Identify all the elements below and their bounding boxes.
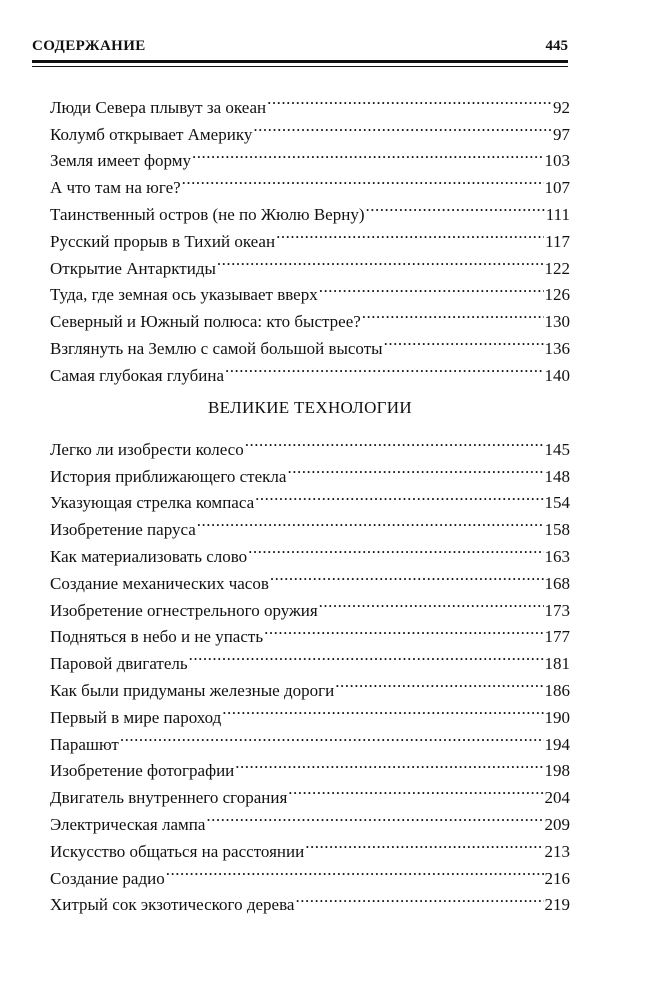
dot-leader bbox=[197, 508, 544, 535]
toc-entry-page: 148 bbox=[544, 466, 570, 486]
dot-leader bbox=[365, 193, 544, 220]
dot-leader bbox=[264, 616, 543, 643]
toc-entry-title: Создание радио bbox=[50, 868, 165, 888]
dot-leader bbox=[166, 857, 544, 884]
toc-entry-title: А что там на юге? bbox=[50, 178, 181, 198]
toc-entry-title: Самая глубокая глубина bbox=[50, 365, 225, 385]
toc-entry-title: Русский прорыв в Тихий океан bbox=[50, 231, 276, 251]
toc-entry bbox=[50, 428, 570, 459]
header-rule-thick bbox=[32, 60, 568, 63]
toc-entry-page: 181 bbox=[544, 654, 570, 674]
toc-entry-page: 158 bbox=[544, 520, 570, 540]
toc-section-2 bbox=[50, 428, 570, 915]
toc-entry-title: Как были придуманы железные дороги bbox=[50, 680, 335, 700]
toc-entry-page: 219 bbox=[544, 895, 570, 915]
toc-entry-title: Туда, где земная ось указывает вверх bbox=[50, 285, 318, 305]
toc-entry-page: 103 bbox=[544, 151, 570, 171]
toc-section-1 bbox=[50, 86, 570, 385]
toc-entry-title: Легко ли изобрести колесо bbox=[50, 439, 244, 459]
toc-entry-title: Изобретение паруса bbox=[50, 520, 196, 540]
dot-leader bbox=[255, 482, 543, 509]
toc-entry-title: Двигатель внутреннего сгорания bbox=[50, 788, 288, 808]
toc-entry-title: Искусство общаться на расстоянии bbox=[50, 841, 305, 861]
toc-entry-title: Как материализовать слово bbox=[50, 546, 248, 566]
dot-leader bbox=[384, 327, 544, 354]
dot-leader bbox=[287, 455, 543, 482]
toc-entry-page: 168 bbox=[544, 573, 570, 593]
toc-entry-page: 136 bbox=[544, 338, 570, 358]
toc-entry-page: 177 bbox=[544, 627, 570, 647]
toc-entry-title: Колумб открывает Америку bbox=[50, 124, 253, 144]
dot-leader bbox=[120, 723, 544, 750]
dot-leader bbox=[189, 642, 544, 669]
page-number: 445 bbox=[545, 38, 568, 54]
toc-entry-title: Изобретение огнестрельного оружия bbox=[50, 600, 318, 620]
dot-leader bbox=[335, 669, 543, 696]
dot-leader bbox=[267, 86, 552, 113]
toc-entry-title: Земля имеет форму bbox=[50, 151, 192, 171]
toc-entry-page: 186 bbox=[544, 680, 570, 700]
dot-leader bbox=[319, 274, 544, 301]
toc-entry-page: 111 bbox=[545, 204, 570, 224]
toc-entry-page: 194 bbox=[544, 734, 570, 754]
toc-entry-title: Взглянуть на Землю с самой большой высоты bbox=[50, 338, 383, 358]
dot-leader bbox=[248, 535, 543, 562]
toc-entry-title: История приближающего стекла bbox=[50, 466, 287, 486]
toc-entry-title: Парашют bbox=[50, 734, 119, 754]
dot-leader bbox=[192, 140, 543, 167]
dot-leader bbox=[305, 830, 543, 857]
toc-entry-page: 209 bbox=[544, 814, 570, 834]
toc-entry-page: 145 bbox=[544, 439, 570, 459]
dot-leader bbox=[206, 803, 543, 830]
dot-leader bbox=[235, 750, 543, 777]
toc-entry-page: 198 bbox=[544, 761, 570, 781]
toc-entry-title: Создание механических часов bbox=[50, 573, 269, 593]
toc-entry-title: Таинственный остров (не по Жюлю Верну) bbox=[50, 204, 365, 224]
running-head bbox=[32, 38, 568, 62]
toc-entry-title: Первый в мире пароход bbox=[50, 707, 222, 727]
toc-entry-page: 140 bbox=[544, 365, 570, 385]
toc-entry-title: Электрическая лампа bbox=[50, 814, 206, 834]
toc-entry-title: Хитрый сок экзотического дерева bbox=[50, 895, 295, 915]
toc-entry-page: 130 bbox=[544, 312, 570, 332]
running-title: СОДЕРЖАНИЕ bbox=[32, 38, 146, 54]
dot-leader bbox=[288, 776, 543, 803]
dot-leader bbox=[319, 589, 544, 616]
toc-entry bbox=[50, 86, 570, 117]
toc-entry bbox=[50, 723, 570, 754]
dot-leader bbox=[362, 300, 544, 327]
toc-entry-title: Северный и Южный полюса: кто быстрее? bbox=[50, 312, 361, 332]
toc-entry-title: Подняться в небо и не упасть bbox=[50, 627, 264, 647]
toc-entry-page: 163 bbox=[544, 546, 570, 566]
toc-entry-page: 213 bbox=[544, 841, 570, 861]
toc-entry-page: 204 bbox=[544, 788, 570, 808]
toc-entry-page: 97 bbox=[553, 124, 570, 144]
toc-entry-title: Изобретение фотографии bbox=[50, 761, 235, 781]
dot-leader bbox=[276, 220, 544, 247]
dot-leader bbox=[253, 113, 552, 140]
toc-entry bbox=[50, 750, 570, 781]
section-heading: ВЕЛИКИЕ ТЕХНОЛОГИИ bbox=[208, 398, 412, 417]
dot-leader bbox=[245, 428, 544, 455]
dot-leader bbox=[217, 247, 544, 274]
toc-entry-title: Открытие Антарктиды bbox=[50, 258, 216, 278]
toc-entry-page: 107 bbox=[544, 178, 570, 198]
dot-leader bbox=[182, 166, 544, 193]
toc-entry-page: 190 bbox=[544, 707, 570, 727]
dot-leader bbox=[222, 696, 543, 723]
toc-entry-title: Паровой двигатель bbox=[50, 654, 188, 674]
toc-entry-page: 154 bbox=[544, 493, 570, 513]
dot-leader bbox=[270, 562, 544, 589]
toc-entry-page: 173 bbox=[544, 600, 570, 620]
toc-entry-title: Указующая стрелка компаса bbox=[50, 493, 255, 513]
toc-entry-page: 216 bbox=[544, 868, 570, 888]
header-rule-thin bbox=[32, 66, 568, 67]
dot-leader bbox=[225, 354, 543, 381]
toc-entry-page: 117 bbox=[545, 231, 570, 251]
toc-entry-page: 92 bbox=[553, 97, 570, 117]
toc-entry-title: Люди Севера плывут за океан bbox=[50, 97, 267, 117]
toc-entry-page: 122 bbox=[544, 258, 570, 278]
toc-entry-page: 126 bbox=[544, 285, 570, 305]
dot-leader bbox=[295, 884, 543, 911]
